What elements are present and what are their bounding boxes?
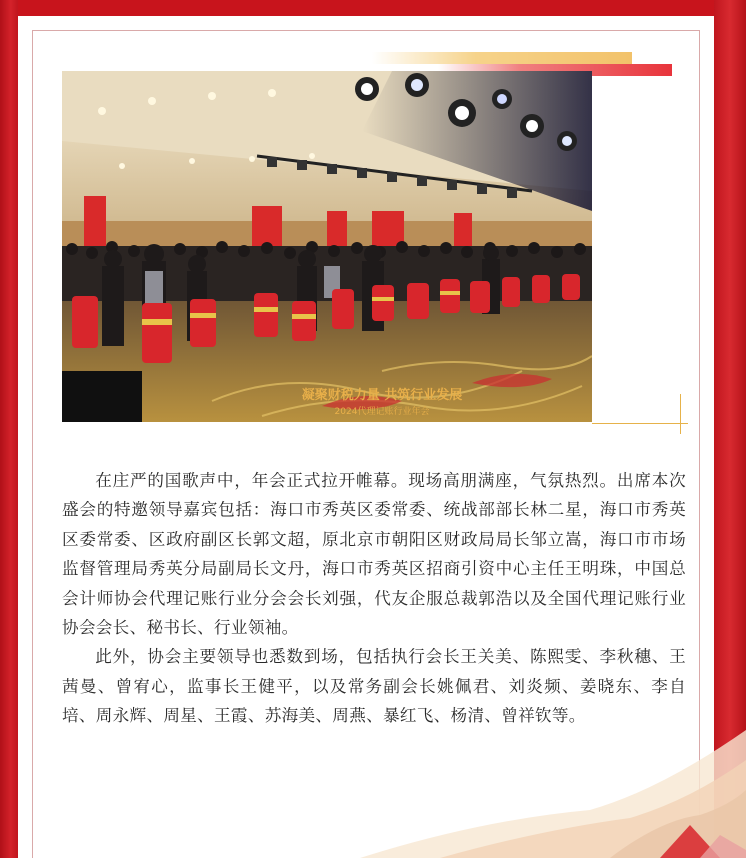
- frame-top: [0, 0, 746, 16]
- article-paragraph-1: 在庄严的国歌声中，年会正式拉开帷幕。现场高朋满座，气氛热烈。出席本次盛会的特邀领导嘉宾包括：海口市秀英区委常委、统战部部长林二星，海口市秀英区委常委、区政府副区长郭文超，原北京市朝阳区财政局局长邹立嵩，海口市市场监督管理局秀英分局副局长文丹，海口市秀英区招商引资中心主任王明珠，中国总会计师协会代理记账行业分会会长刘强，代友企服总裁郭浩以及全国代理记账行业协会会长、秘书长、行业领袖。: [62, 471, 686, 638]
- decorative-gold-bar: [372, 52, 632, 64]
- article-card: [18, 16, 714, 858]
- photo-banner-title: 凝聚财税力量 共筑行业发展: [301, 388, 463, 403]
- photo-corner-bracket-vertical: [680, 394, 681, 434]
- article-paragraph-2: 此外，协会主要领导也悉数到场，包括执行会长王关美、陈熙雯、李秋穗、王茜曼、曾宥心，监事长王健平，以及常务副会长姚佩君、刘炎频、姜晓东、李自培、周永辉、周星、王霞、苏海美、周燕、暴红飞、杨清、曾祥钦等。: [62, 647, 686, 726]
- frame-left-border: [0, 0, 18, 858]
- photo-banner-subtitle: 2024代理记账行业年会: [334, 407, 430, 417]
- article-body: [62, 466, 686, 731]
- frame-right-border: [714, 0, 746, 858]
- event-photo: [62, 71, 592, 422]
- photo-corner-bracket-horizontal: [592, 423, 688, 424]
